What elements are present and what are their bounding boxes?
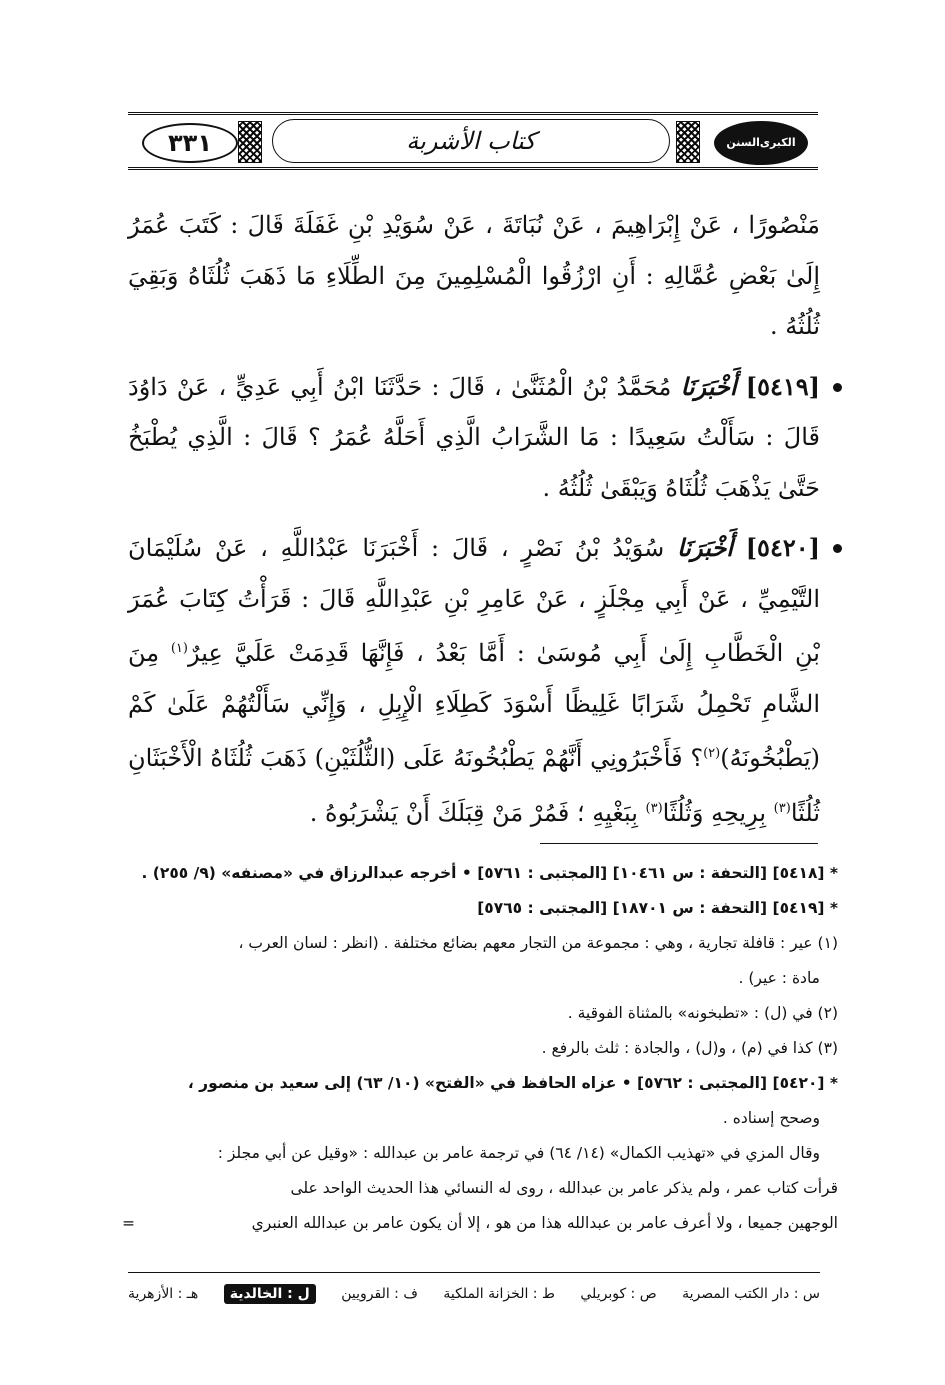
footnote-ref[interactable]: (١): [170, 641, 188, 656]
hadith-opening: أَخْبَرَنَا: [680, 371, 737, 401]
footnote-ref[interactable]: (٢): [703, 746, 721, 761]
hadith-opening: أَخْبَرَنَا: [676, 533, 733, 562]
hadith-text: مِنَ الشَّامِ تَحْمِلُ شَرَابًا غَلِيظًا أَسْوَدَ كَطِلَاءِ الْإِبِلِ ، وَإِنِّي سَأَلْتُهُمْ عَلَىٰ كَمْ (يَطْبُخُونَهُ): [128, 639, 820, 772]
hadith-text: بِرِيحِهِ وَثُلُثًا: [662, 798, 767, 827]
bullet-icon: [833, 544, 842, 553]
footnote-ref[interactable]: (٣): [773, 800, 791, 816]
manuscript-sigla: [128, 1279, 820, 1309]
continuation-mark: =: [122, 1214, 135, 1232]
footnote-ref[interactable]: (٣): [645, 800, 663, 816]
footnotes: [118, 856, 838, 1241]
logo-line: الكبرى: [759, 136, 796, 149]
text-line: مَنْصُورًا ، عَنْ إِبْرَاهِيمَ ، عَنْ نُبَاتَةَ ، عَنْ سُوَيْدِ بْنِ غَفَلَةَ قَالَ : كَتَبَ عُمَرُ إِلَىٰ: [128, 211, 820, 290]
hadith-text: مُحَمَّدُ بْنُ الْمُثَنَّىٰ ، قَالَ : حَدَّثَنَا ابْنُ أَبِي عَدِيٍّ ، عَنْ دَاوُدَ قَالَ : سَأَلْتُ سَعِيدًا : مَا الشَّرَابُ الَّذِي أَحَلَّهُ عُمَرُ ؟ قَالَ : الَّذِي يُطْبَخُ حَتَّىٰ يَذْهَبَ ثُلُثَاهُ وَيَبْقَىٰ ثُلُثُهُ .: [128, 372, 820, 502]
bullet-icon: [833, 383, 842, 392]
siglum: س : دار الكتب المصرية: [682, 1286, 820, 1302]
ornament-icon: [238, 121, 262, 163]
mizzi-note-cont: [118, 1206, 838, 1241]
hadith-number: [٥٤١٩]: [745, 371, 820, 401]
siglum: ف : القرويين: [341, 1286, 418, 1302]
sigla-separator: [128, 1272, 820, 1273]
note-5420: * [٥٤٢٠] [المجتبى : ٥٧٦٢] • عزاه الحافظ في «الفتح» (١٠/ ٦٣) إلى سعيد بن منصور ،: [187, 1074, 838, 1092]
book-title: كتاب الأشربة: [272, 119, 670, 163]
footnote-1: (١) عير : قافلة تجارية ، وهي : مجموعة من التجار معهم بضائع مختلفة . (انظر : لسان العرب ،: [238, 934, 838, 952]
footnote-separator: [540, 843, 818, 844]
paragraph-continuation: [128, 200, 820, 352]
footnote-2: (٢) في (ل) : «تطبخونه» بالمثناة الفوقية .: [567, 1004, 838, 1022]
note-5420-cont: وصحح إسناده .: [722, 1109, 820, 1127]
hadith-number: [٥٤٢٠]: [745, 533, 820, 562]
series-logo: [714, 121, 808, 165]
mizzi-note-cont: قرأت كتاب عمر ، ولم يذكر عامر بن عبدالله ، روى له النسائي هذا الحديث الواحد على: [290, 1179, 838, 1197]
mizzi-note-line: الوجهين جميعا ، ولا أعرف عامر بن عبدالله هذا من هو ، إلا أن يكون عامر بن عبدالله العنبري: [251, 1214, 838, 1232]
hadith-text: ؟ فَأَخْبَرُونِي أَنَّهُمْ يَطْبُخُونَهُ عَلَى (الثُّلُثَيْنِ) ذَهَبَ ثُلُثَاهُ الْأَخْبَثَانِ ثُلُثًا: [128, 744, 820, 827]
page-header: [128, 112, 818, 170]
mizzi-note: وقال المزي في «تهذيب الكمال» (١٤/ ٦٤) في ترجمة عامر بن عبدالله : «وقيل عن أبي مجلز :: [217, 1144, 820, 1162]
page-number: ٣٣١: [142, 123, 238, 163]
siglum: ط : الخزانة الملكية: [443, 1286, 555, 1302]
siglum: هـ : الأزهرية: [128, 1286, 199, 1302]
note-5419: * [٥٤١٩] [التحفة : س ١٨٧٠١] [المجتبى : ٥٧٦٥]: [477, 899, 838, 917]
siglum-highlighted: ل : الخالدية: [224, 1284, 316, 1304]
footnote-1-cont: مادة : عير) .: [738, 969, 820, 987]
hadith-5420: [128, 523, 820, 838]
note-5418: * [٥٤١٨] [التحفة : س ١٠٤٦١] [المجتبى : ٥٧٦١] • أخرجه عبدالرزاق في «مصنفه» (٩/ ٢٥٥) .: [141, 864, 838, 882]
hadith-text: سُوَيْدُ بْنُ نَصْرٍ ، قَالَ : أَخْبَرَنَا عَبْدُاللَّهِ ، عَنْ سُلَيْمَانَ التَّيْمِيِّ ، عَنْ أَبِي مِجْلَزٍ ، عَنْ عَامِرِ بْنِ عَبْدِاللَّهِ قَالَ : قَرَأْتُ كِتَابَ عُمَرَ بْنِ الْخَطَّابِ إِلَىٰ أَبِي مُوسَىٰ : أَمَّا بَعْدُ ، فَإِنَّهَا قَدِمَتْ عَلَيَّ عِيرٌ: [128, 534, 820, 667]
footnote-3: (٣) كذا في (م) ، و(ل) ، والجادة : ثلث بالرفع .: [541, 1039, 838, 1057]
main-text: [128, 200, 820, 838]
siglum: ص : كوبريلي: [580, 1286, 657, 1302]
logo-line: السنن: [726, 136, 760, 149]
hadith-5419: [128, 362, 820, 514]
hadith-text: بِبَغْيِهِ ؛ فَمُرْ مَنْ قِبَلَكَ أَنْ يَشْرَبُوهُ .: [309, 798, 638, 827]
ornament-icon: [676, 121, 700, 163]
text-line: بَعْضِ عُمَّالِهِ : أَنِ ارْزُقُوا الْمُسْلِمِينَ مِنَ الطِّلَاءِ مَا ذَهَبَ ثُلُثَاهُ وَبَقِيَ ثُلُثُهُ .: [128, 261, 820, 340]
